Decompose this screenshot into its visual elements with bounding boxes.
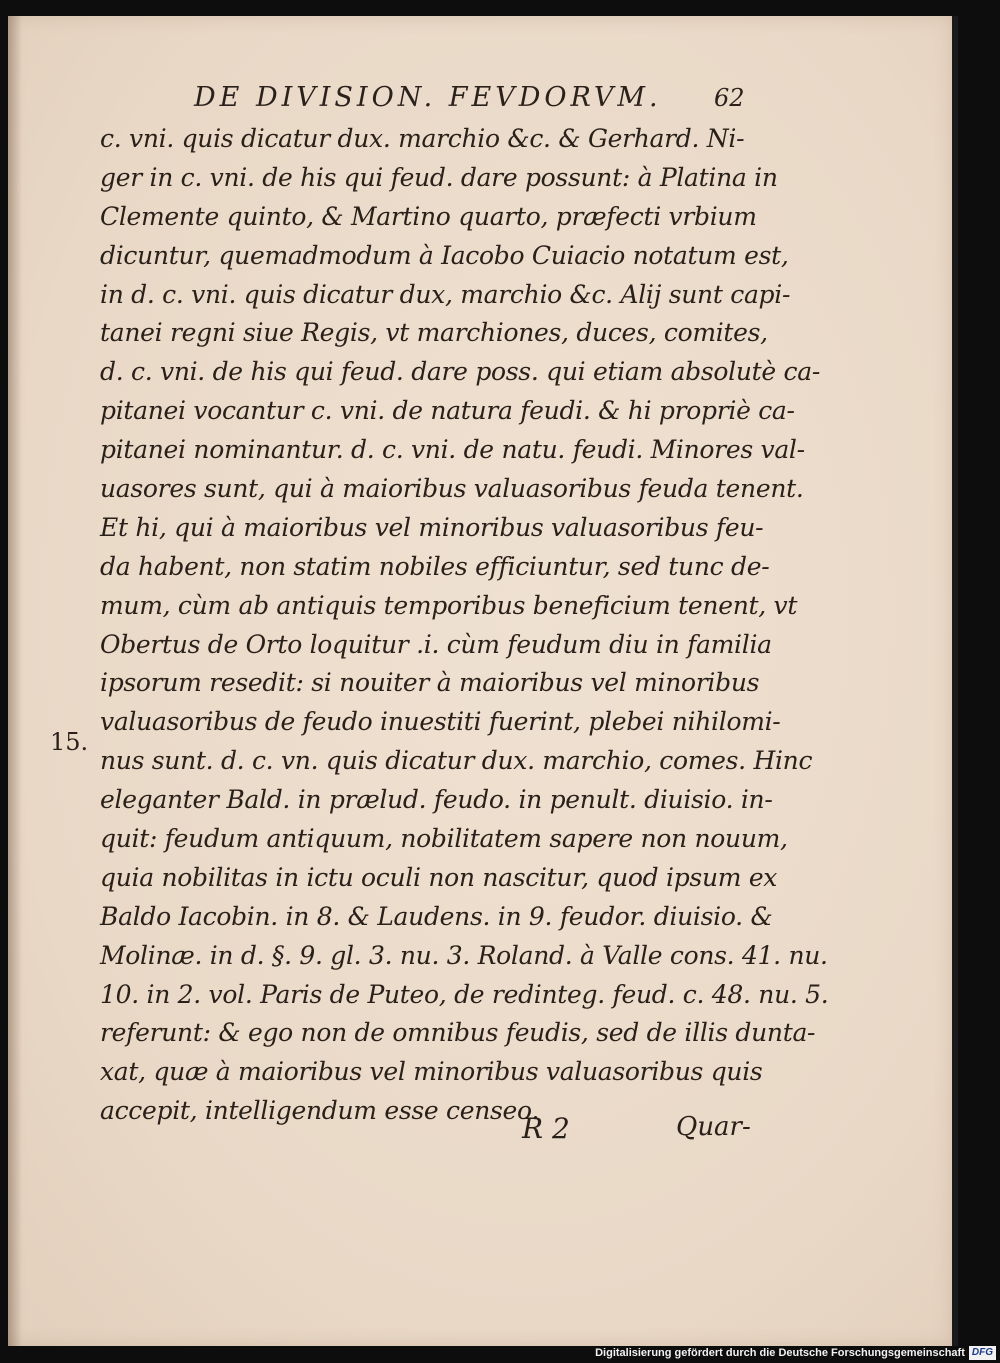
signature-mark: R 2 bbox=[522, 1112, 570, 1145]
footer-credit: Digitalisierung gefördert durch die Deutsche Forschungsgemeinschaft bbox=[595, 1347, 965, 1359]
text-line: quia nobilitas in ictu oculi non nascitur, quod ipsum ex bbox=[100, 862, 778, 892]
text-line: in d. c. vni. quis dicatur dux, marchio &c. Alij sunt capi- bbox=[100, 279, 791, 309]
text-line: 10. in 2. vol. Paris de Puteo, de redinteg. feud. c. 48. nu. 5. bbox=[100, 979, 829, 1009]
page-number: 62 bbox=[714, 84, 745, 112]
running-head: DE DIVISION. FEVDORVM. bbox=[194, 82, 662, 113]
dfg-logo-icon: DFG bbox=[969, 1346, 996, 1360]
text-line: c. vni. quis dicatur dux. marchio &c. & Gerhard. Ni- bbox=[100, 124, 745, 153]
text-line: ger in c. vni. de his qui feud. dare possunt: à Platina in bbox=[100, 162, 778, 192]
text-line: da habent, non statim nobiles efficiuntur, sed tunc de- bbox=[100, 551, 770, 581]
text-line: ipsorum resedit: si nouiter à maioribus vel minoribus bbox=[100, 668, 760, 698]
gutter-shadow bbox=[8, 16, 22, 1346]
text-line: quit: feudum antiquum, nobilitatem sapere non nouum, bbox=[100, 824, 788, 854]
text-line: pitanei nominantur. d. c. vni. de natu. feudi. Minores val- bbox=[100, 435, 805, 465]
page-edge bbox=[952, 16, 958, 1346]
text-line: Baldo Iacobin. in 8. & Laudens. in 9. feudor. diuisio. & bbox=[100, 901, 773, 931]
text-line: mum, cùm ab antiquis temporibus beneficium tenent, vt bbox=[100, 590, 798, 620]
digitization-footer bbox=[595, 1345, 996, 1361]
marginal-line-number: 15. bbox=[50, 728, 89, 756]
text-line: Et hi, qui à maioribus vel minoribus valuasoribus feu- bbox=[100, 512, 764, 542]
text-line: pitanei vocantur c. vni. de natura feudi. & hi propriè ca- bbox=[100, 396, 795, 426]
text-line: uasores sunt, qui à maioribus valuasoribus feuda tenent. bbox=[100, 474, 804, 504]
text-line: Clemente quinto, & Martino quarto, præfecti vrbium bbox=[100, 201, 757, 231]
text-line: eleganter Bald. in prælud. feudo. in penult. diuisio. in- bbox=[100, 785, 773, 815]
text-line: referunt: & ego non de omnibus feudis, sed de illis dunta- bbox=[100, 1018, 816, 1048]
text-line: dicuntur, quemadmodum à Iacobo Cuiacio notatum est, bbox=[100, 240, 789, 270]
text-line: Molinæ. in d. §. 9. gl. 3. nu. 3. Roland. à Valle cons. 41. nu. bbox=[100, 940, 828, 970]
text-line: tanei regni siue Regis, vt marchiones, duces, comites, bbox=[100, 318, 768, 348]
catchword: Quar- bbox=[676, 1112, 751, 1142]
text-line: accepit, intelligendum esse censeo. bbox=[100, 1096, 539, 1126]
text-line: valuasoribus de feudo inuestiti fuerint, plebei nihilomi- bbox=[100, 707, 781, 737]
body-text bbox=[100, 120, 829, 1131]
text-line: xat, quæ à maioribus vel minoribus valuasoribus quis bbox=[100, 1057, 763, 1087]
text-line: d. c. vni. de his qui feud. dare poss. qui etiam absolutè ca- bbox=[100, 357, 820, 387]
text-line: nus sunt. d. c. vn. quis dicatur dux. marchio, comes. Hinc bbox=[100, 746, 813, 776]
text-line: Obertus de Orto loquitur .i. cùm feudum diu in familia bbox=[100, 629, 772, 659]
